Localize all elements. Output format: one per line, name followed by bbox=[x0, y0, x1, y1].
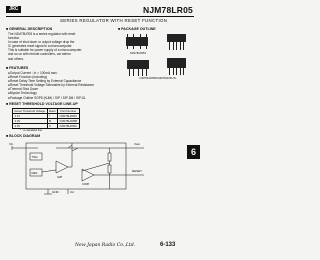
block-diagram bbox=[8, 139, 148, 195]
table-cell: 4.1V bbox=[13, 114, 48, 119]
general-description-line: In case of shut down or output voltage drop the bbox=[8, 40, 75, 45]
company-logo: JRC bbox=[6, 6, 21, 13]
general-description-line: and so on with remote controllers, car stereo bbox=[8, 52, 71, 57]
tsd-label: TSD bbox=[31, 155, 38, 159]
table-cell: NJM78LR05C bbox=[59, 124, 78, 128]
package-label: NJM78LR05M/NJM78LR05L/SL bbox=[139, 77, 177, 80]
comp-label: COMP bbox=[82, 183, 90, 186]
amp-symbol bbox=[56, 161, 68, 173]
column-header: Reset Threshold Voltage bbox=[14, 109, 46, 113]
amp-label: AMP bbox=[57, 176, 63, 179]
feature-item: ●Bipolar Technology bbox=[8, 91, 37, 96]
table-cell: 4.5V bbox=[13, 124, 48, 129]
general-description-heading: ■ GENERAL DESCRIPTION bbox=[6, 27, 53, 31]
block-diagram-heading: ■ BLOCK DIAGRAM bbox=[6, 134, 41, 138]
feature-item: ●Thermal Shut Down bbox=[8, 87, 39, 92]
general-description-line: The NJM78LR05 is a series regulator with reset bbox=[8, 32, 76, 36]
features-list bbox=[8, 71, 118, 100]
package-sip5l-drawing bbox=[166, 58, 188, 76]
table-cell: * bbox=[47, 114, 58, 119]
table-cell: NJM78LR05X bbox=[58, 114, 80, 119]
gnd-label: GND bbox=[52, 190, 59, 194]
section-tab: 6 bbox=[187, 145, 200, 159]
part-number: NJM78LR05 bbox=[143, 5, 193, 15]
reset-threshold-heading: ■ RESET THRESHOLD VOLTAGE LINE-UP bbox=[6, 102, 78, 106]
table-cell: NJM78LR05B bbox=[58, 119, 80, 124]
general-description-line: and others. bbox=[8, 56, 24, 61]
column-header: Part Number bbox=[58, 109, 80, 114]
table-cell: B bbox=[47, 119, 58, 124]
vout-label: Vout bbox=[134, 142, 141, 146]
vin-label: Vin bbox=[9, 142, 14, 146]
feature-item: ●Reset Threshold Voltage Selectable by External Resistance bbox=[8, 83, 95, 88]
feature-item: ●Reset Function (including) bbox=[8, 75, 47, 80]
general-description-line: function. bbox=[8, 36, 21, 41]
table-cell: C bbox=[47, 124, 58, 129]
general-description-line: IC generates reset signal to a microcomputer. bbox=[8, 44, 73, 49]
feature-item: ●Reset Delay Time Setting by External Capacitance bbox=[8, 79, 82, 84]
cd-label: Cd bbox=[70, 190, 74, 194]
feature-item: ●Output Current : Io = 100mA max. bbox=[8, 71, 58, 75]
header-rule bbox=[6, 16, 194, 17]
table-cell: 4.3V bbox=[13, 119, 48, 124]
page-subtitle: SERIES REGULATOR WITH RESET FUNCTION bbox=[60, 18, 168, 23]
comp-symbol bbox=[82, 169, 94, 181]
ref-label: REF bbox=[31, 171, 38, 175]
reset-threshold-table bbox=[12, 108, 80, 129]
features-heading: ■ FEATURES bbox=[6, 66, 29, 70]
table-note: * : is standard line bbox=[20, 128, 43, 132]
page-number: 6-133 bbox=[160, 242, 176, 248]
feature-item: ●Package Outline SOP8 (NJM) / SIP / SIP-5M / SIP-5L bbox=[8, 95, 86, 100]
package-outline-heading: ■ PACKAGE OUTLINE bbox=[118, 27, 156, 31]
package-sip-drawing bbox=[165, 34, 189, 52]
general-description-text bbox=[8, 32, 108, 61]
package-sop-drawing bbox=[125, 34, 151, 54]
column-header: Rank bbox=[49, 109, 56, 113]
footer-company: New Japan Radio Co.,Ltd. bbox=[75, 243, 136, 248]
package-sip5m-drawing bbox=[126, 60, 152, 78]
general-description-line: This is suitable for power supply of a microcomputer bbox=[8, 48, 82, 53]
reset-label: RESET bbox=[132, 169, 143, 173]
package-label: NJM78LR05S bbox=[129, 52, 147, 55]
